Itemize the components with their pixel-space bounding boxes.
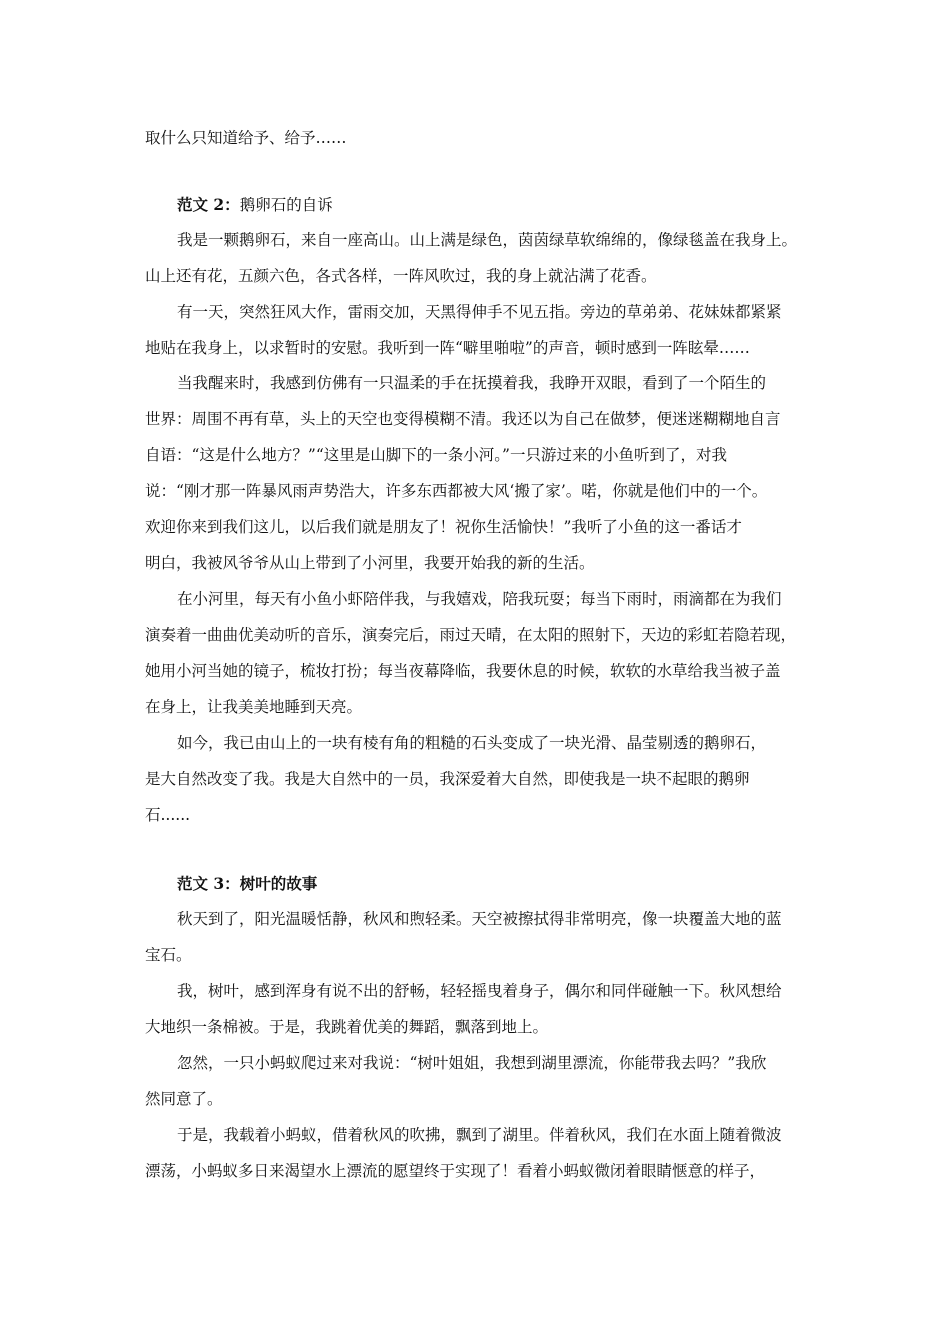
essay2-line: 欢迎你来到我们这儿，以后我们就是朋友了！祝你生活愉快！”我听了小鱼的这一番话才 — [145, 518, 742, 536]
essay2-line: 是大自然改变了我。我是大自然中的一员，我深爱着大自然，即使我是一块不起眼的鹅卵 — [145, 770, 750, 788]
essay2-title: 鹅卵石的自诉 — [239, 196, 333, 214]
opening-line: 取什么只知道给予、给予…… — [145, 129, 347, 147]
essay3-line: 忽然，一只小蚂蚁爬过来对我说：“树叶姐姐，我想到湖里漂流，你能带我去吗？”我欣 — [177, 1054, 767, 1072]
essay3-label: 范文 3： — [177, 874, 240, 893]
essay3-line: 宝石。 — [145, 946, 192, 964]
essay2-line: 明白，我被风爷爷从山上带到了小河里，我要开始我的新的生活。 — [145, 554, 595, 572]
essay3-title: 树叶的故事 — [239, 874, 318, 893]
essay2-line: 自语：“这是什么地方？”“这里是山脚下的一条小河。”一只游过来的小鱼听到了，对我 — [145, 446, 727, 464]
essay3-line: 漂荡，小蚂蚁多日来渴望水上漂流的愿望终于实现了！看着小蚂蚁微闭着眼睛惬意的样子， — [145, 1162, 766, 1180]
essay2-line: 说：“刚才那一阵暴风雨声势浩大，许多东西都被大风‘搬了家’。喏，你就是他们中的一个。 — [145, 482, 768, 500]
essay2-line: 当我醒来时，我感到仿佛有一只温柔的手在抚摸着我，我睁开双眼，看到了一个陌生的 — [177, 374, 767, 392]
essay2-line: 如今，我已由山上的一块有棱有角的粗糙的石头变成了一块光滑、晶莹剔透的鹅卵石， — [177, 734, 767, 752]
essay2-line: 演奏着一曲曲优美动听的音乐，演奏完后，雨过天晴，在太阳的照射下，天边的彩虹若隐若现， — [145, 626, 797, 644]
essay2-line: 地贴在我身上，以求暂时的安慰。我听到一阵“噼里啪啦”的声音，顿时感到一阵眩晕…… — [145, 339, 750, 357]
essay3-line: 然同意了。 — [145, 1090, 223, 1108]
essay2-line: 山上还有花，五颜六色，各式各样，一阵风吹过，我的身上就沾满了花香。 — [145, 267, 657, 285]
essay2-line: 在身上，让我美美地睡到天亮。 — [145, 698, 363, 716]
essay2-heading — [177, 195, 857, 215]
essay2-line: 我是一颗鹅卵石，来自一座高山。山上满是绿色，茵茵绿草软绵绵的，像绿毯盖在我身上。 — [177, 231, 798, 249]
essay2-line: 石...... — [145, 806, 191, 824]
essay3-line: 大地织一条棉被。于是，我跳着优美的舞蹈，飘落到地上。 — [145, 1018, 549, 1036]
essay2-line: 在小河里，每天有小鱼小虾陪伴我，与我嬉戏，陪我玩耍；每当下雨时，雨滴都在为我们 — [177, 590, 782, 608]
essay2-label: 范文 2： — [177, 195, 240, 214]
essay2-line: 世界：周围不再有草，头上的天空也变得模糊不清。我还以为自己在做梦，便迷迷糊糊地自言 — [145, 410, 781, 428]
essay2-line: 有一天，突然狂风大作，雷雨交加，天黑得伸手不见五指。旁边的草弟弟、花妹妹都紧紧 — [177, 303, 782, 321]
essay3-heading — [177, 874, 857, 894]
essay3-line: 于是，我载着小蚂蚁，借着秋风的吹拂，飘到了湖里。伴着秋风，我们在水面上随着微波 — [177, 1126, 782, 1144]
essay3-line: 我，树叶，感到浑身有说不出的舒畅，轻轻摇曳着身子，偶尔和同伴碰触一下。秋风想给 — [177, 982, 782, 1000]
essay2-line: 她用小河当她的镜子，梳妆打扮；每当夜幕降临，我要休息的时候，软软的水草给我当被子盖 — [145, 662, 781, 680]
essay3-line: 秋天到了，阳光温暖恬静，秋风和煦轻柔。天空被擦拭得非常明亮，像一块覆盖大地的蓝 — [177, 910, 782, 928]
